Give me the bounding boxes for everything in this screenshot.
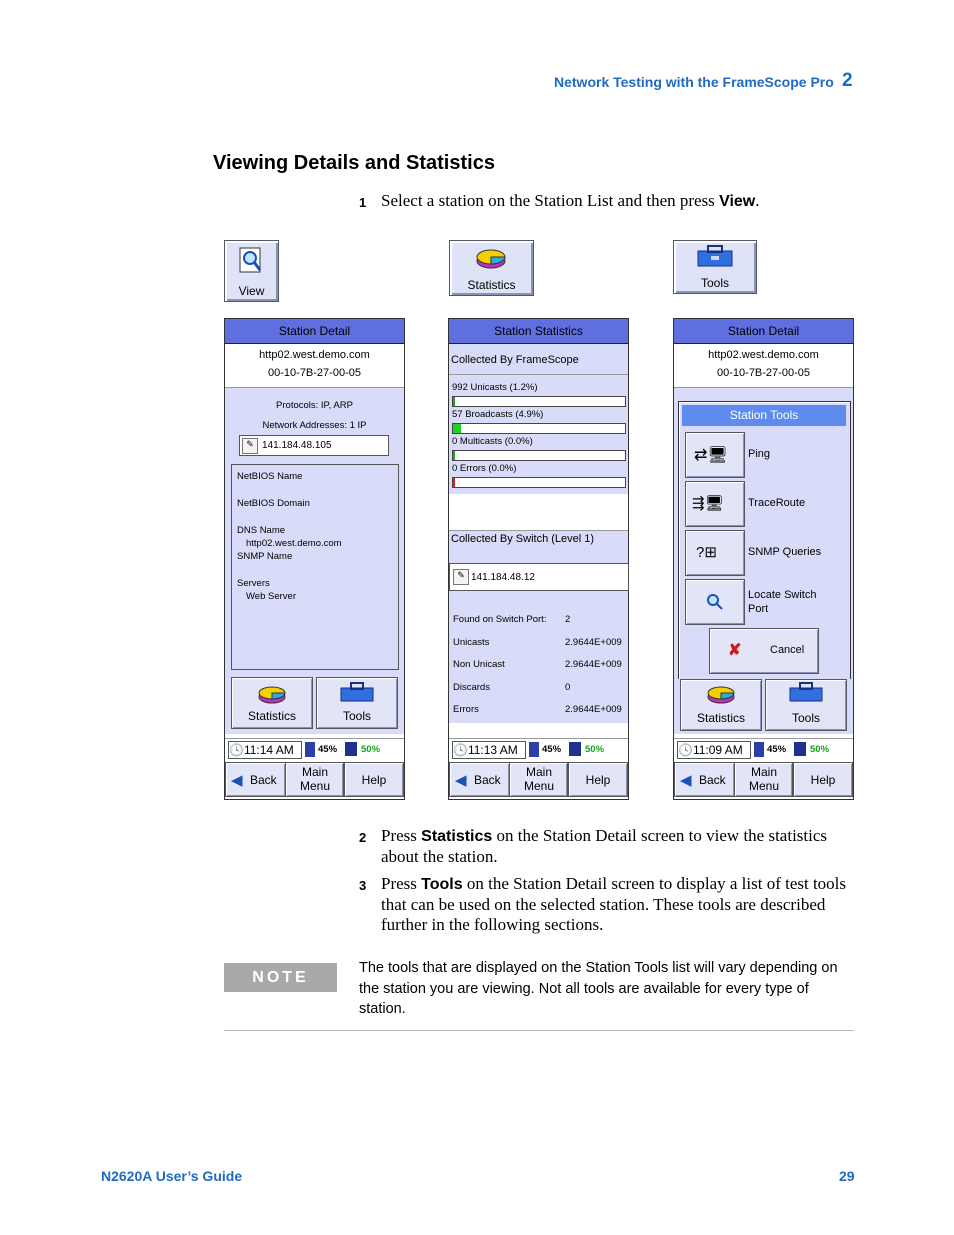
framescope-panel (449, 344, 628, 494)
mac-address: 00-10-7B-27-00-05 (717, 367, 810, 379)
unicasts-label: 992 Unicasts (1.2%) (452, 382, 538, 393)
errors-label: 0 Errors (0.0%) (452, 463, 517, 474)
disk-icon (794, 742, 806, 756)
magnifier-icon (705, 592, 725, 612)
view-label: View (238, 284, 265, 298)
back-arrow-icon: ◀ (455, 772, 467, 789)
stat-row-label: Errors (453, 704, 479, 715)
battery-icon (529, 742, 539, 757)
note-text: The tools that are displayed on the Station Tools list will vary depending on the station you are viewing. Not all tools are available for every type of station. (359, 960, 838, 1017)
screen-title: Station Detail (674, 319, 853, 344)
main-menu-label: Main Menu (523, 765, 555, 793)
page-number: 29 (839, 1168, 855, 1184)
nav-row (449, 762, 628, 797)
main-menu-label: Main Menu (299, 765, 331, 793)
view-button[interactable] (224, 240, 279, 302)
tools-label: Tools (791, 711, 820, 725)
help-label: Help (810, 773, 836, 787)
ping-icon: ⇄🖥 (694, 447, 728, 464)
chapter-number: 2 (842, 70, 853, 91)
toolbox-icon (788, 682, 824, 702)
switch-ip-value: 141.184.48.12 (471, 572, 535, 583)
broadcasts-label: 57 Broadcasts (4.9%) (452, 409, 544, 420)
step-keyword: Tools (421, 876, 463, 893)
battery-icon (754, 742, 764, 757)
statistics-top-button[interactable] (449, 240, 534, 296)
servers-value: Web Server (246, 591, 296, 602)
network-addresses: Network Addresses: 1 IP (262, 420, 367, 431)
snmp-queries-label: SNMP Queries (748, 546, 822, 558)
stat-row-value: 0 (565, 682, 571, 693)
clock-time: 11:14 AM (243, 743, 294, 757)
disk-level: 50% (361, 744, 381, 755)
back-label: Back (250, 773, 277, 787)
nav-row (674, 762, 853, 797)
help-label: Help (585, 773, 611, 787)
help-button[interactable] (568, 762, 628, 797)
back-button[interactable] (225, 762, 286, 797)
battery-icon (305, 742, 315, 757)
station-tools-popup (678, 401, 851, 683)
statistics-pie-icon (257, 684, 287, 704)
stat-row-value: 2.9644E+009 (565, 659, 622, 670)
footer-guide-title: N2620A User’s Guide (101, 1168, 243, 1184)
host-box (225, 344, 404, 388)
switch-ip-selector[interactable] (449, 563, 629, 591)
screen-title: Station Detail (225, 319, 404, 344)
statistics-label: Statistics (696, 711, 745, 725)
help-button[interactable] (793, 762, 853, 797)
note-divider (224, 1030, 854, 1031)
action-row (225, 674, 404, 734)
station-tools-screen (673, 318, 854, 800)
status-bar (225, 738, 404, 761)
traceroute-button[interactable] (685, 481, 745, 527)
clock-box (228, 741, 302, 759)
battery-level: 45% (318, 744, 338, 755)
errors-bar (452, 477, 626, 488)
disk-icon (345, 742, 357, 756)
traceroute-label: TraceRoute (748, 497, 806, 509)
multicasts-bar (452, 450, 626, 461)
toolbox-icon (695, 244, 735, 268)
protocols: Protocols: IP, ARP (276, 400, 353, 411)
statistics-label: Statistics (247, 709, 296, 723)
tools-top-label: Tools (700, 276, 729, 290)
step-text: Select a station on the Station List and then press (381, 191, 720, 210)
status-bar (449, 738, 628, 761)
action-row (674, 679, 853, 734)
snmp-queries-button[interactable] (685, 530, 745, 576)
step-text: . (755, 191, 760, 210)
battery-level: 45% (767, 744, 787, 755)
disk-level: 50% (585, 744, 605, 755)
battery-level: 45% (542, 744, 562, 755)
statistics-pie-icon (706, 684, 736, 704)
stat-row-value: 2.9644E+009 (565, 704, 622, 715)
toolbox-icon (339, 682, 375, 702)
status-bar (674, 738, 853, 761)
step-number: 3 (359, 878, 367, 893)
unicasts-bar-fill (453, 397, 455, 406)
statistics-button[interactable] (231, 677, 313, 729)
servers-label: Servers (237, 578, 270, 589)
section-title: Viewing Details and Statistics (213, 152, 495, 174)
nav-row (225, 762, 404, 797)
clock-box (677, 741, 751, 759)
station-detail-screen (224, 318, 405, 800)
tools-button[interactable] (316, 677, 398, 729)
back-arrow-icon: ◀ (231, 772, 243, 789)
note-badge: NOTE (224, 963, 337, 992)
ip-value: 141.184.48.105 (262, 440, 332, 451)
collected-framescope: Collected By FrameScope (451, 354, 579, 366)
disk-level: 50% (810, 744, 830, 755)
ip-selector[interactable] (239, 435, 389, 456)
tools-button[interactable] (765, 679, 847, 731)
main-menu-button[interactable] (509, 762, 568, 797)
host-name: http02.west.demo.com (708, 349, 819, 361)
netbios-domain-label: NetBIOS Domain (237, 498, 310, 509)
statistics-top-label: Statistics (467, 278, 516, 292)
clock-time: 11:13 AM (467, 743, 518, 757)
multicasts-label: 0 Multicasts (0.0%) (452, 436, 533, 447)
back-label: Back (474, 773, 501, 787)
back-button[interactable] (674, 762, 735, 797)
view-magnifier-icon (236, 246, 266, 276)
host-box (674, 344, 853, 388)
stat-row-label: Discards (453, 682, 490, 693)
edit-icon: ✎ (242, 438, 258, 454)
found-port-label: Found on Switch Port: (453, 614, 547, 625)
switch-panel (449, 531, 628, 723)
step-text: on the Station Detail screen to view the statistics about the station. (381, 826, 828, 866)
clock-icon: 🕓 (229, 743, 244, 757)
broadcasts-bar (452, 423, 626, 434)
chapter-title: Network Testing with the FrameScope Pro (554, 74, 834, 90)
step-text: Press (381, 874, 422, 893)
found-port-value: 2 (565, 614, 571, 625)
cancel-x-icon: ✘ (728, 642, 742, 659)
collected-switch: Collected By Switch (Level 1) (451, 533, 595, 545)
tools-top-button[interactable] (673, 240, 757, 294)
step-text: on the Station Detail screen to display a list of test tools that can be used on the selected station. These tools are described further in the following sections. (381, 874, 847, 934)
help-label: Help (361, 773, 387, 787)
back-arrow-icon: ◀ (680, 772, 692, 789)
netbios-name-label: NetBIOS Name (237, 471, 303, 482)
statistics-button[interactable] (680, 679, 762, 731)
back-button[interactable] (449, 762, 510, 797)
help-button[interactable] (344, 762, 404, 797)
clock-time: 11:09 AM (692, 743, 743, 757)
back-label: Back (699, 773, 726, 787)
step-text: Press (381, 826, 422, 845)
dns-name-label: DNS Name (237, 525, 286, 536)
clock-icon: 🕓 (453, 743, 468, 757)
step-keyword: Statistics (421, 828, 493, 845)
main-menu-button[interactable] (285, 762, 344, 797)
broadcasts-bar-fill (453, 424, 461, 433)
multicasts-bar-fill (453, 451, 455, 460)
locate-switch-port-button[interactable] (685, 579, 745, 625)
screen-title: Station Statistics (449, 319, 628, 344)
snmp-icon: ?⊞ (696, 544, 717, 561)
stat-row-label: Non Unicast (453, 659, 505, 670)
cancel-label: Cancel (770, 644, 805, 656)
ping-button[interactable] (685, 432, 745, 478)
tools-label: Tools (342, 709, 371, 723)
cancel-button[interactable] (709, 628, 819, 674)
dns-name-value: http02.west.demo.com (246, 538, 342, 549)
statistics-pie-icon (474, 246, 508, 270)
errors-bar-fill (453, 478, 455, 487)
step-keyword: View (719, 193, 756, 210)
station-statistics-screen (448, 318, 629, 800)
clock-icon: 🕓 (678, 743, 693, 757)
traceroute-icon: ⇶🖥 (692, 495, 724, 512)
unicasts-bar (452, 396, 626, 407)
detail-panel (225, 388, 404, 674)
ping-label: Ping (748, 448, 771, 460)
stat-row-label: Unicasts (453, 637, 490, 648)
edit-icon: ✎ (453, 569, 469, 585)
step-number: 1 (359, 195, 367, 210)
locate-switch-port-label: Locate Switch Port (748, 589, 817, 615)
clock-box (452, 741, 526, 759)
netbios-list (231, 464, 399, 670)
mac-address: 00-10-7B-27-00-05 (268, 367, 361, 379)
snmp-name-label: SNMP Name (237, 551, 293, 562)
main-menu-button[interactable] (734, 762, 793, 797)
station-tools-title: Station Tools (682, 405, 846, 426)
main-menu-label: Main Menu (748, 765, 780, 793)
disk-icon (569, 742, 581, 756)
host-name: http02.west.demo.com (259, 349, 370, 361)
stat-row-value: 2.9644E+009 (565, 637, 622, 648)
step-number: 2 (359, 830, 367, 845)
